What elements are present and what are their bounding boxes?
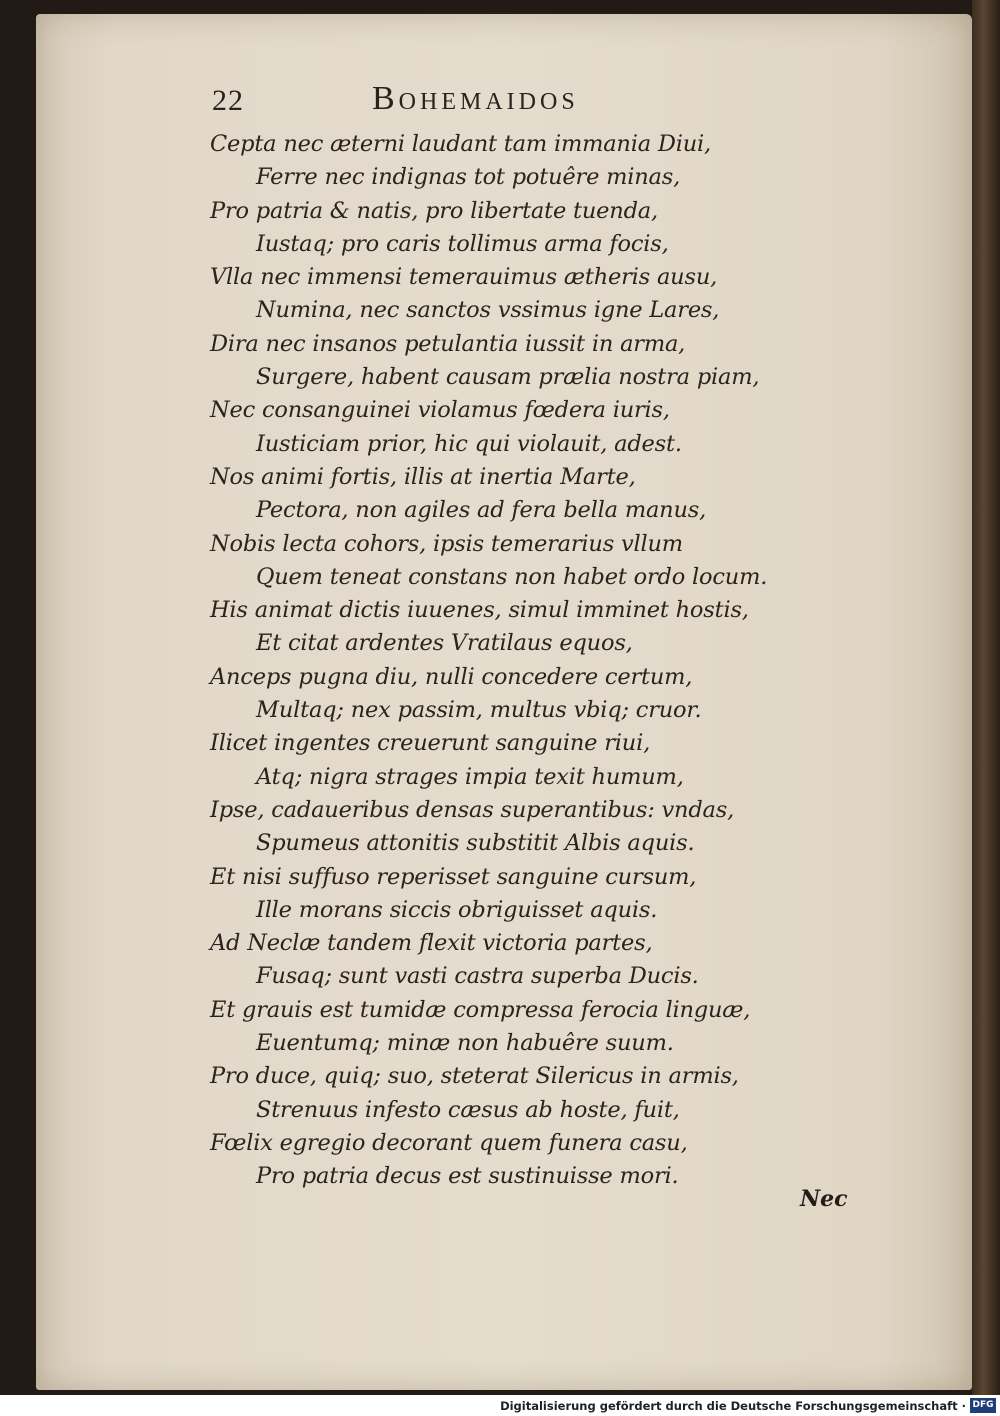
verse-line: Nobis lecta cohors, ipsis temerarius vllum [210,530,683,557]
verse-line: Multaq; nex passim, multus vbiq; cruor. [256,697,702,724]
verse-line: Iusticiam prior, hic qui violauit, adest. [256,430,682,457]
verse-line: Ille morans siccis obriguisset aquis. [256,896,658,923]
book-edge [972,0,1000,1395]
verse-line: Nos animi fortis, illis at inertia Marte, [210,463,636,490]
footer-credit: Digitalisierung gefördert durch die Deutsche Forschungsgemeinschaft · [500,1399,966,1413]
verse-line: Euentumq; minæ non habuêre suum. [256,1030,674,1057]
verse-line: Surgere, habent causam prælia nostra piam, [256,364,760,391]
verse-line: Et grauis est tumidæ compressa ferocia linguæ, [210,996,751,1023]
verse-line: Pro patria & natis, pro libertate tuenda, [210,197,658,224]
running-head: Bohemaidos [372,80,579,117]
verse-line: Fœlix egregio decorant quem funera casu, [210,1129,688,1156]
verse-line: Cepta nec æterni laudant tam immania Diui, [210,131,711,157]
page-number: 22 [212,84,244,117]
verse-line: Et nisi suffuso reperisset sanguine cursum, [210,863,697,890]
verse-block [210,128,830,1194]
verse-line: His animat dictis iuuenes, simul imminet hostis, [210,597,749,624]
verse-line: Dira nec insanos petulantia iussit in arma, [210,330,686,357]
verse-line: Ipse, cadaueribus densas superantibus: vndas, [210,796,735,823]
verse-line: Ilicet ingentes creuerunt sanguine riui, [210,730,651,757]
dfg-logo-icon: DFG [970,1398,996,1413]
verse-line: Pectora, non agiles ad fera bella manus, [256,497,707,524]
verse-line: Anceps pugna diu, nulli concedere certum, [210,663,693,690]
verse-line: Vlla nec immensi temerauimus ætheris ausu, [210,264,718,291]
verse-line: Pro patria decus est sustinuisse mori. [256,1163,679,1190]
catchword: Nec [800,1186,848,1212]
verse-line: Iustaq; pro caris tollimus arma focis, [256,230,669,257]
verse-line: Fusaq; sunt vasti castra superba Ducis. [256,963,699,990]
verse-line: Atq; nigra strages impia texit humum, [256,763,684,790]
verse-line: Et citat ardentes Vratilaus equos, [256,630,633,657]
verse-line: Ferre nec indignas tot potuêre minas, [256,164,681,191]
verse-line: Pro duce, quiq; suo, steterat Silericus in armis, [210,1063,739,1090]
verse-line: Quem teneat constans non habet ordo locum. [256,563,768,590]
verse-line: Numina, nec sanctos vssimus igne Lares, [256,297,720,324]
verse-line: Nec consanguinei violamus fœdera iuris, [210,397,670,424]
verse-line: Spumeus attonitis substitit Albis aquis. [256,830,695,857]
verse-line: Ad Neclæ tandem flexit victoria partes, [210,930,653,957]
verse-line: Strenuus infesto cæsus ab hoste, fuit, [256,1096,680,1123]
